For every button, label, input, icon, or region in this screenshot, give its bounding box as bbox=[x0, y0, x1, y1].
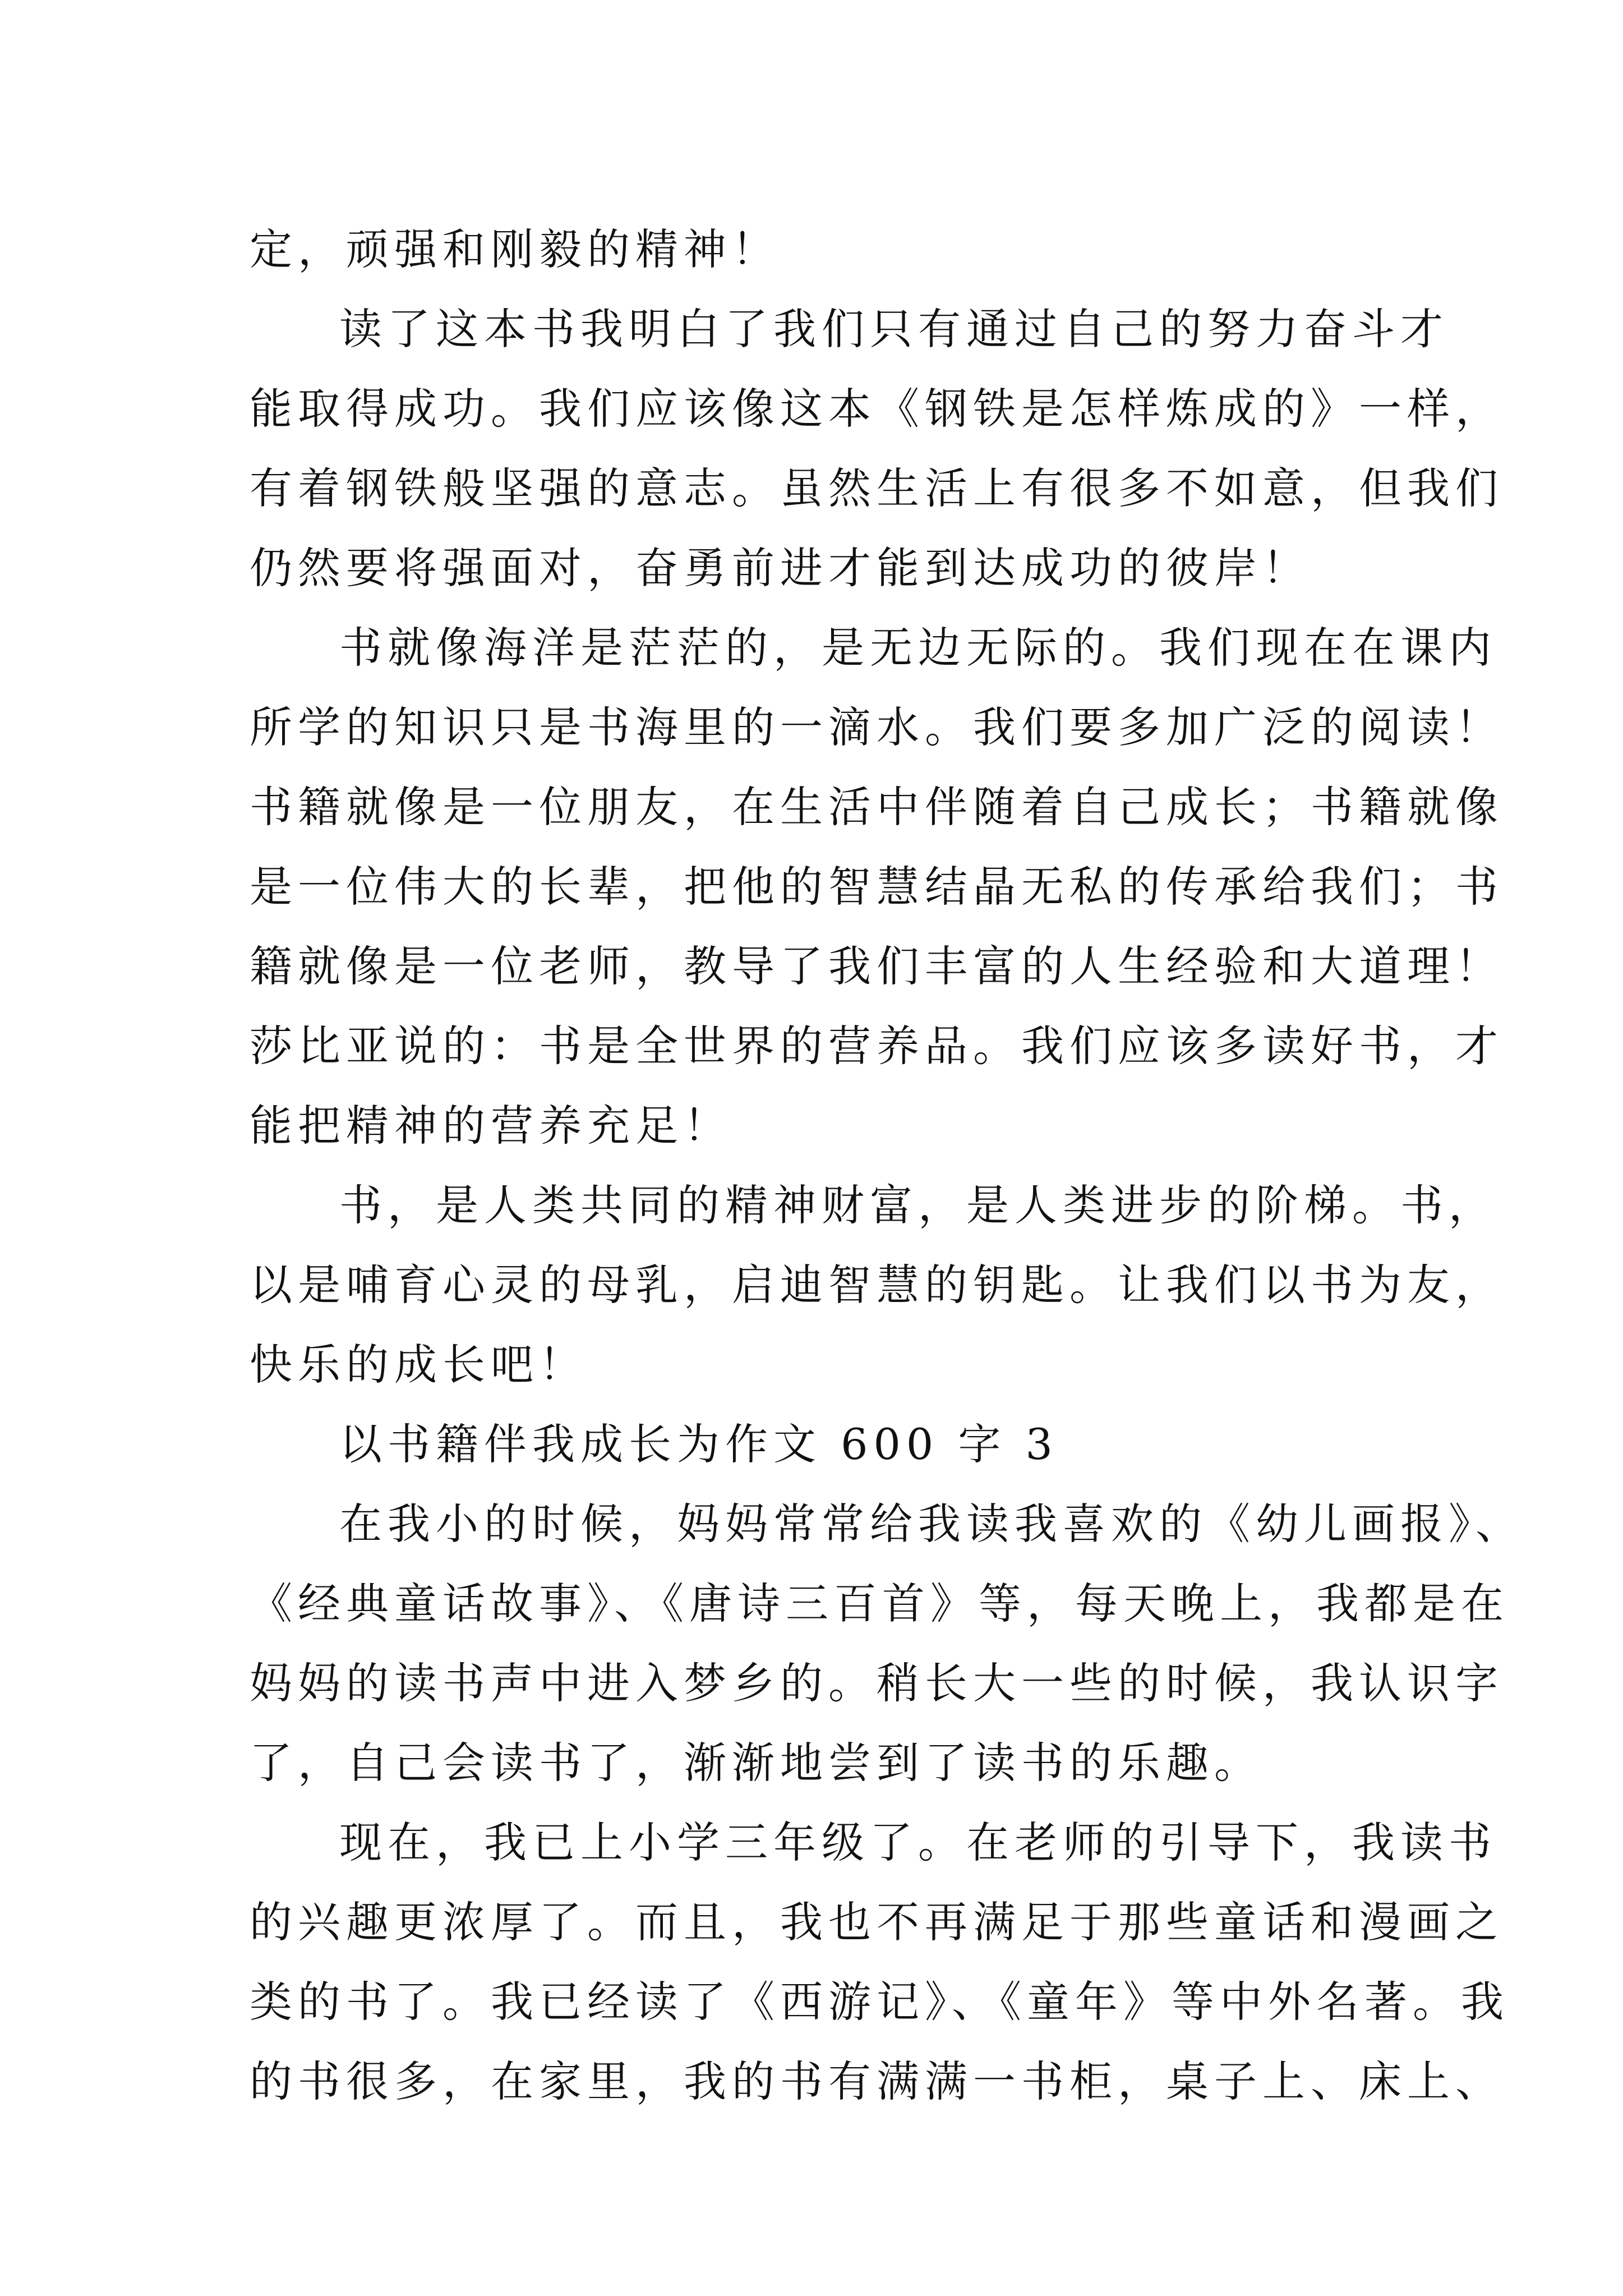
document-body bbox=[250, 210, 1524, 2122]
text-line: 莎比亚说的：书是全世界的营养品。我们应该多读好书，才 bbox=[250, 1021, 1504, 1071]
text-line: 以是哺育心灵的母乳，启迪智慧的钥匙。让我们以书为友， bbox=[250, 1260, 1504, 1310]
text-line: 书，是人类共同的精神财富，是人类进步的阶梯。书， bbox=[339, 1180, 1497, 1230]
text-line: 读了这本书我明白了我们只有通过自己的努力奋斗才 bbox=[339, 304, 1449, 354]
text-line: 能把精神的营养充足！ bbox=[250, 1101, 732, 1151]
text-line: 有着钢铁般坚强的意志。虽然生活上有很多不如意，但我们 bbox=[250, 463, 1504, 513]
text-line: 能取得成功。我们应该像这本《钢铁是怎样炼成的》一样， bbox=[250, 384, 1504, 434]
text-line: 书就像海洋是茫茫的，是无边无际的。我们现在在课内 bbox=[339, 623, 1497, 673]
text-line: 仍然要将强面对，奋勇前进才能到达成功的彼岸！ bbox=[250, 543, 1311, 593]
text-line: 是一位伟大的长辈，把他的智慧结晶无私的传承给我们；书 bbox=[250, 862, 1504, 912]
text-line: 的兴趣更浓厚了。而且，我也不再满足于那些童话和漫画之 bbox=[250, 1897, 1504, 1947]
text-line: 类的书了。我已经读了《西游记》、《童年》等中外名著。我 bbox=[250, 1977, 1509, 2027]
text-line: 籍就像是一位老师，教导了我们丰富的人生经验和大道理！ bbox=[250, 941, 1504, 991]
text-line: 定，顽强和刚毅的精神！ bbox=[250, 224, 780, 274]
section-heading: 以书籍伴我成长为作文 600 字 3 bbox=[339, 1419, 1058, 1469]
text-line: 书籍就像是一位朋友，在生活中伴随着自己成长；书籍就像 bbox=[250, 782, 1504, 832]
text-line: 现在，我已上小学三年级了。在老师的引导下，我读书 bbox=[339, 1818, 1497, 1867]
text-line: 在我小的时候，妈妈常常给我读我喜欢的《幼儿画报》、 bbox=[339, 1499, 1524, 1549]
text-line: 妈妈的读书声中进入梦乡的。稍长大一些的时候，我认识字 bbox=[250, 1658, 1504, 1708]
text-line: 的书很多，在家里，我的书有满满一书柜，桌子上、床上、 bbox=[250, 2056, 1504, 2106]
text-line: 快乐的成长吧！ bbox=[250, 1340, 587, 1389]
text-line: 所学的知识只是书海里的一滴水。我们要多加广泛的阅读！ bbox=[250, 702, 1504, 752]
text-line: 了，自己会读书了，渐渐地尝到了读书的乐趣。 bbox=[250, 1738, 1262, 1788]
text-line: 《经典童话故事》、《唐诗三百首》等，每天晚上，我都是在 bbox=[250, 1579, 1509, 1628]
